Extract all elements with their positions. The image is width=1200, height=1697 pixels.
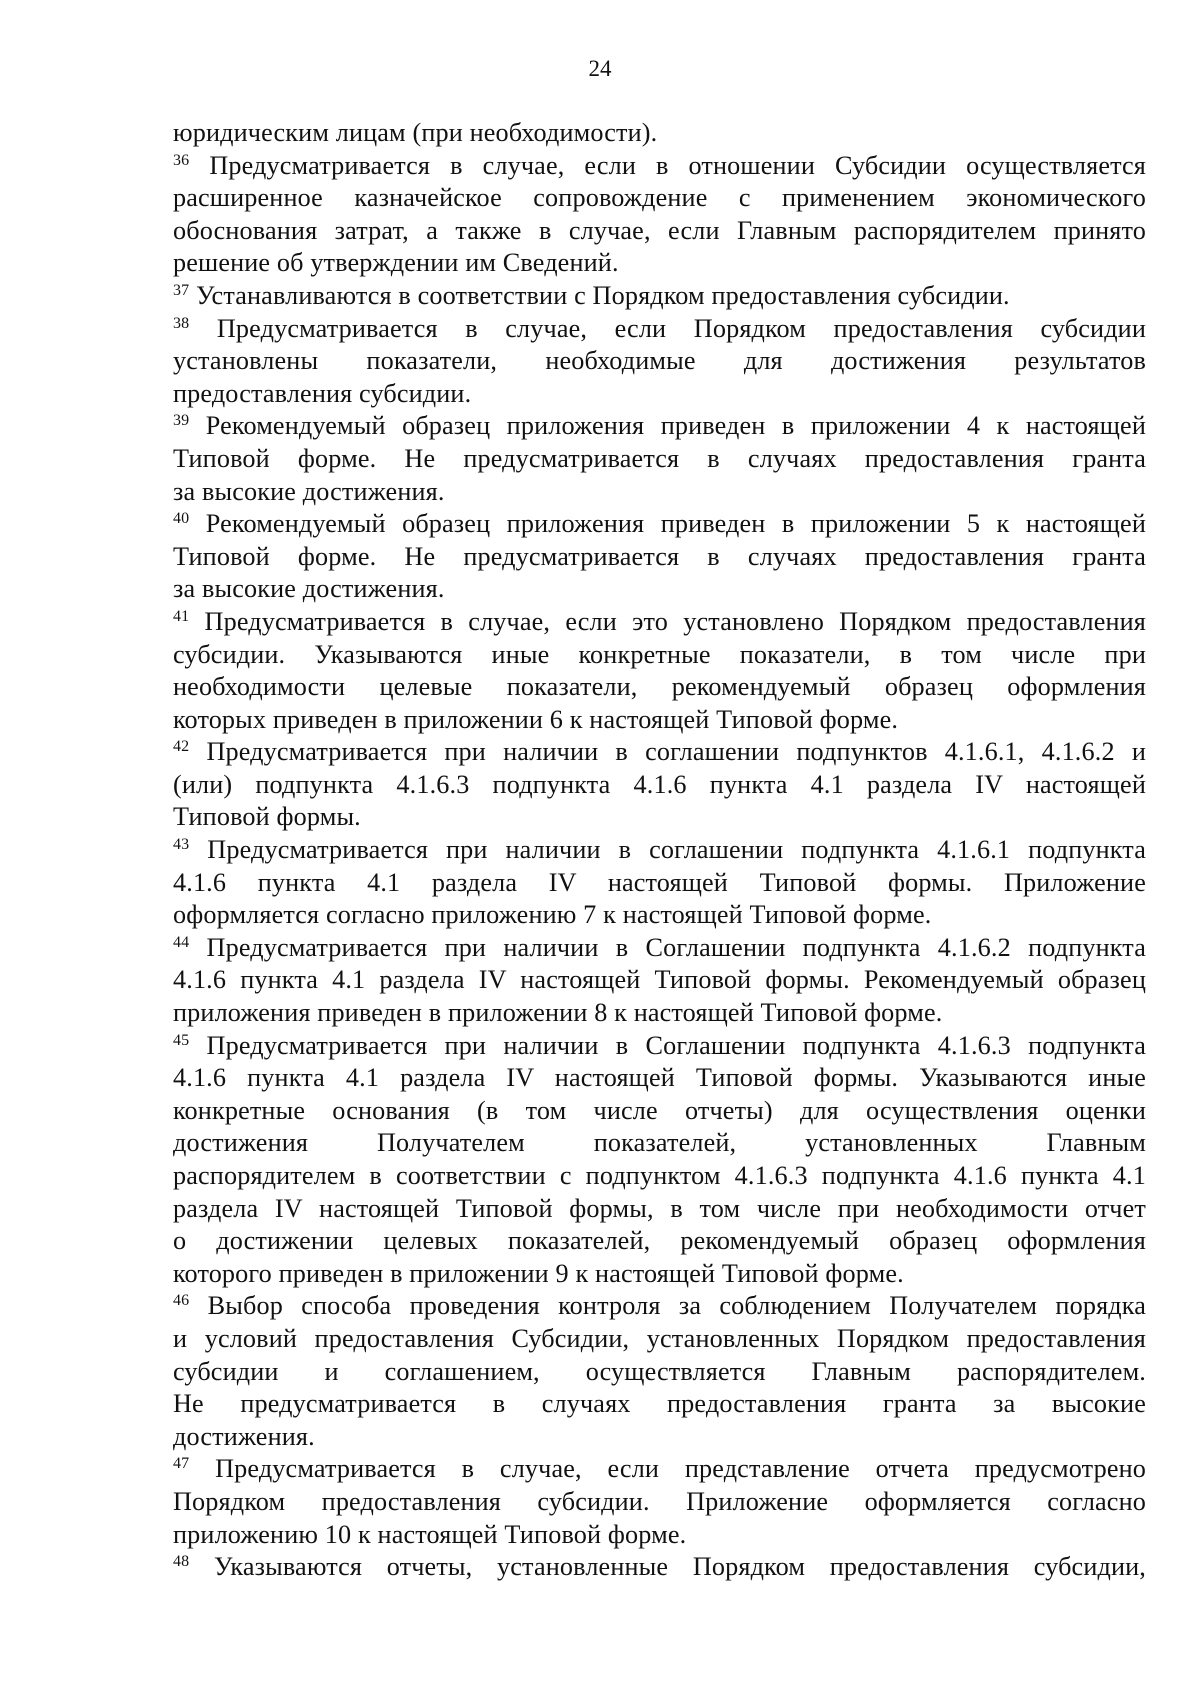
footnote-text: приложения приведен в приложении 8 к настоящей Типовой форме. <box>173 998 943 1028</box>
footnote-text: (или) подпункта 4.1.6.3 подпункта 4.1.6 пункта 4.1 раздела IV настоящей <box>173 769 1146 799</box>
footnote-line <box>173 443 1146 476</box>
footnote-text: за высокие достижения. <box>173 574 445 604</box>
footnote-text: необходимости целевые показатели, рекомендуемый образец оформления <box>173 672 1146 702</box>
footnote-line <box>173 801 1146 834</box>
footnote-line <box>173 1323 1146 1356</box>
footnote <box>173 1030 1146 1291</box>
footnote-text: Указываются отчеты, установленные Порядком предоставления субсидии, <box>214 1552 1146 1582</box>
footnote-text: Предусматривается при наличии в соглашении подпунктов 4.1.6.1, 4.1.6.2 и <box>206 737 1146 767</box>
footnote-line <box>173 834 1146 867</box>
footnote-line <box>173 508 1146 541</box>
footnote <box>173 834 1146 932</box>
footnote-text: конкретные основания (в том числе отчеты) для осуществления оценки <box>173 1095 1146 1125</box>
page-number: 24 <box>588 56 612 81</box>
footnote-text: 4.1.6 пункта 4.1 раздела IV настоящей Типовой формы. Рекомендуемый образец <box>173 965 1146 995</box>
footnote-text: Типовой форме. Не предусматривается в случаях предоставления гранта <box>173 541 1146 571</box>
footnote-number: 36 <box>173 151 190 169</box>
footnote-text: достижения Получателем показателей, установленных Главным <box>173 1128 1146 1158</box>
footnote-text: 4.1.6 пункта 4.1 раздела IV настоящей Типовой формы. Указываются иные <box>173 1063 1146 1093</box>
footnote-text: о достижении целевых показателей, рекомендуемый образец оформления <box>173 1226 1146 1256</box>
footnote-line <box>173 1486 1146 1519</box>
footnote-line <box>173 378 1146 411</box>
footnote <box>173 150 1146 280</box>
footnote-text: достижения. <box>173 1421 315 1451</box>
footnote <box>173 508 1146 606</box>
footnote-number: 44 <box>173 933 190 951</box>
footnote-line <box>173 1388 1146 1421</box>
footnote-text: Предусматривается при наличии в Соглашении подпункта 4.1.6.3 подпункта <box>206 1030 1146 1060</box>
footnote-text: Рекомендуемый образец приложения приведен в приложении 4 к настоящей <box>205 411 1146 441</box>
footnote-line <box>173 997 1146 1030</box>
footnote-number: 37 <box>173 281 190 299</box>
footnote-text: Предусматривается при наличии в Соглашении подпункта 4.1.6.2 подпункта <box>206 932 1146 962</box>
footnote-line <box>173 1062 1146 1095</box>
footnote-line <box>173 1193 1146 1226</box>
footnote <box>173 1453 1146 1551</box>
footnote-text: Предусматривается в случае, если в отношении Субсидии осуществляется <box>209 150 1147 180</box>
footnote-number: 42 <box>173 738 190 756</box>
footnote-text: которого приведен в приложении 9 к настоящей Типовой форме. <box>173 1258 904 1288</box>
footnote-line <box>173 410 1146 443</box>
footnote-text: за высокие достижения. <box>173 476 445 506</box>
footnote-number: 48 <box>173 1553 190 1571</box>
footnote-line <box>173 899 1146 932</box>
footnote-line <box>173 1127 1146 1160</box>
footnote-text: расширенное казначейское сопровождение с применением экономического <box>173 183 1146 213</box>
footnote-line <box>173 1356 1146 1389</box>
footnote-line <box>173 1095 1146 1128</box>
footnote-text: Типовой формы. <box>173 802 361 832</box>
footnote-text: Порядком предоставления субсидии. Приложение оформляется согласно <box>173 1486 1146 1516</box>
footnote-line <box>173 313 1146 346</box>
footnote-line <box>173 1453 1146 1486</box>
footnote-text: раздела IV настоящей Типовой формы, в том числе при необходимости отчет <box>173 1193 1146 1223</box>
footnote-line <box>173 1160 1146 1193</box>
footnote-number: 47 <box>173 1455 190 1473</box>
footnote-line <box>173 639 1146 672</box>
footnote-number: 46 <box>173 1292 190 1310</box>
footnote <box>173 932 1146 1030</box>
footnote-text: которых приведен в приложении 6 к настоящей Типовой форме. <box>173 704 899 734</box>
footnote-text: субсидии. Указываются иные конкретные показатели, в том числе при <box>173 639 1146 669</box>
footnote-line <box>173 1258 1146 1291</box>
footnote <box>173 606 1146 736</box>
footnote-text: предоставления субсидии. <box>173 378 472 408</box>
footnote-line <box>173 704 1146 737</box>
footnote-text: установлены показатели, необходимые для достижения результатов <box>173 346 1146 376</box>
footnote <box>173 280 1146 313</box>
footnote-line <box>173 1225 1146 1258</box>
footnote-line <box>173 345 1146 378</box>
footnote-text: оформляется согласно приложению 7 к настоящей Типовой форме. <box>173 900 932 930</box>
footnote-line <box>173 182 1146 215</box>
footnote-line <box>173 1030 1146 1063</box>
footnote-text: Предусматривается при наличии в соглашении подпункта 4.1.6.1 подпункта <box>207 835 1146 865</box>
footnote <box>173 1290 1146 1453</box>
footnote-line <box>173 541 1146 574</box>
footnote-text: распорядителем в соответствии с подпунктом 4.1.6.3 подпункта 4.1.6 пункта 4.1 <box>173 1161 1146 1190</box>
footnote-text: решение об утверждении им Сведений. <box>173 248 619 278</box>
footnote-line <box>173 117 1146 150</box>
footnote-text: юридическим лицам (при необходимости). <box>173 118 658 147</box>
footnote-number: 45 <box>173 1031 190 1049</box>
footnote-text: Выбор способа проведения контроля за соблюдением Получателем порядка <box>207 1291 1146 1321</box>
footnote <box>173 313 1146 411</box>
footnote-text: и условий предоставления Субсидии, установленных Порядком предоставления <box>173 1323 1146 1353</box>
footnote-line <box>173 1519 1146 1552</box>
footnote-line <box>173 215 1146 248</box>
footnote-text: обоснования затрат, а также в случае, если Главным распорядителем принято <box>173 215 1146 245</box>
footnote-line <box>173 769 1146 802</box>
footnote-line <box>173 1551 1146 1584</box>
footnote-line <box>173 1421 1146 1454</box>
footnote-text: Предусматривается в случае, если представление отчета предусмотрено <box>215 1454 1147 1484</box>
footnote-number: 41 <box>173 607 190 625</box>
footnote-text: Не предусматривается в случаях предоставления гранта за высокие <box>173 1389 1146 1419</box>
footnote-line <box>173 606 1146 639</box>
footnote <box>173 117 1146 150</box>
footnote-number: 38 <box>173 314 190 332</box>
footnote-text: Предусматривается в случае, если это установлено Порядком предоставления <box>204 606 1146 636</box>
footnotes-body <box>173 117 1146 1584</box>
footnote-text: 4.1.6 пункта 4.1 раздела IV настоящей Типовой формы. Приложение <box>173 867 1146 897</box>
footnote-number: 39 <box>173 412 190 430</box>
footnote-line <box>173 964 1146 997</box>
footnote <box>173 736 1146 834</box>
footnote-text: Предусматривается в случае, если Порядком предоставления субсидии <box>216 313 1146 343</box>
footnote <box>173 410 1146 508</box>
footnote-number: 43 <box>173 836 190 854</box>
footnote-line <box>173 150 1146 183</box>
footnote-text: субсидии и соглашением, осуществляется Главным распорядителем. <box>173 1356 1146 1386</box>
footnote-line <box>173 476 1146 509</box>
footnote-number: 40 <box>173 510 190 528</box>
footnote-line <box>173 247 1146 280</box>
footnote-line <box>173 867 1146 900</box>
footnote-line <box>173 1290 1146 1323</box>
footnote <box>173 1551 1146 1584</box>
footnote-text: Рекомендуемый образец приложения приведен в приложении 5 к настоящей <box>205 509 1146 539</box>
footnote-line <box>173 932 1146 965</box>
footnote-line <box>173 671 1146 704</box>
footnote-line <box>173 736 1146 769</box>
footnote-text: Устанавливаются в соответствии с Порядком предоставления субсидии. <box>196 280 1010 310</box>
footnote-line <box>173 280 1146 313</box>
footnote-line <box>173 573 1146 606</box>
footnote-text: приложению 10 к настоящей Типовой форме. <box>173 1519 687 1549</box>
footnote-text: Типовой форме. Не предусматривается в случаях предоставления гранта <box>173 443 1146 473</box>
